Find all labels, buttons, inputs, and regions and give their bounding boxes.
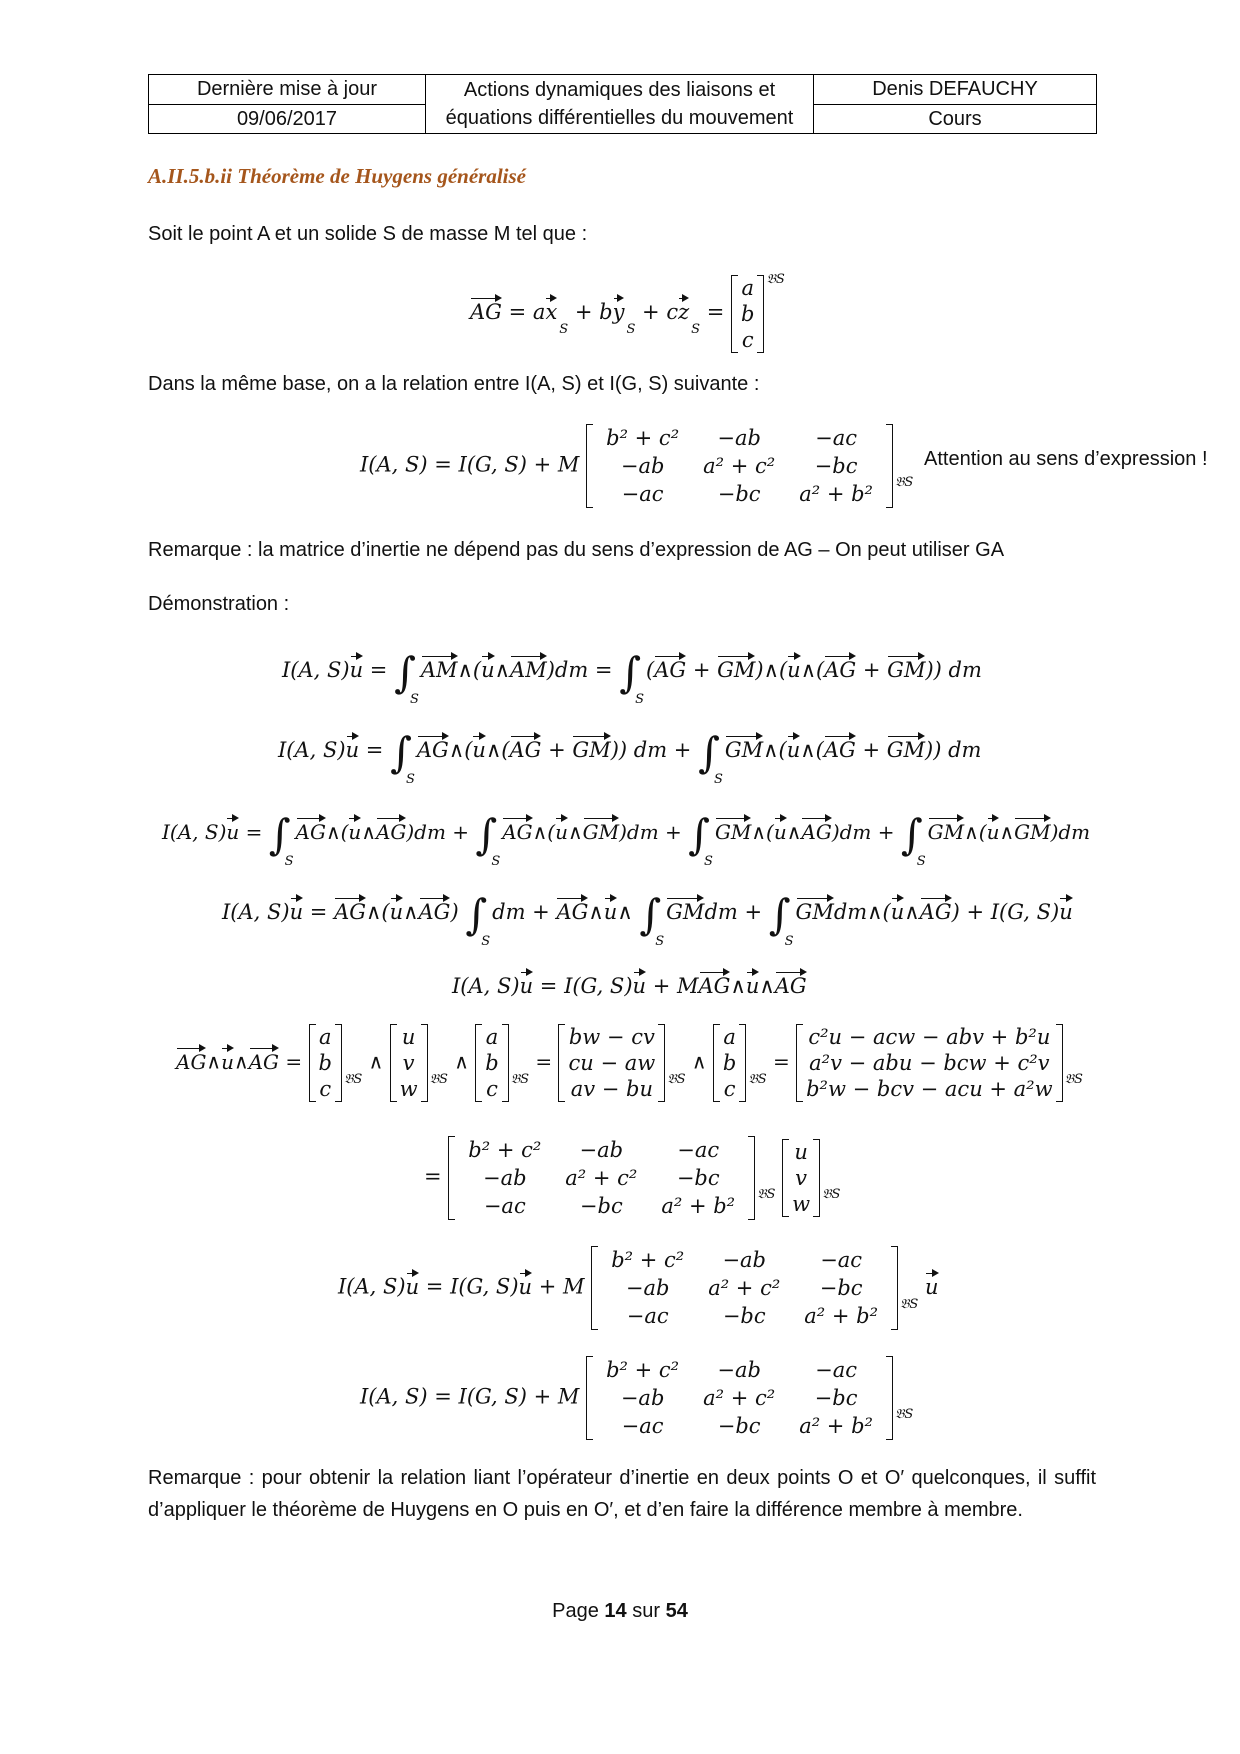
page-total: 54	[665, 1600, 688, 1622]
attention-note: Attention au sens d’expression !	[924, 448, 1208, 470]
demo-line-3: I(A, $S)u = \int_SAG\wedge(u\wedge AG)dm$ + $\int_SAG\wedge(u\wedge GM)dm$ + $\int_SGM\wedge(u\wedge AG)dm$ + $\int_SGM\wedge(u\wedge GM)dm$	[162, 810, 1091, 869]
header-table	[148, 74, 1097, 134]
demo-huygens-final: I(A, S) = I(G, S) + M b² + c² −ab −ac −ab a² + c² −bc −ac −bc a² + b² $_{𝔅S}$	[360, 1358, 914, 1438]
doc-type: Cours	[814, 104, 1097, 134]
demo-matrix-product: = b² + c² −ab −ac −ab a² + c² −bc −ac −bc a² + b² $_{𝔅S}$ u v w $_{𝔅S}$	[424, 1138, 841, 1218]
page-sep: sur	[632, 1600, 661, 1622]
demo-cross-product: AG∧u∧AG = a b c $_{𝔅S}$ ∧ u v w $_{𝔅S}$ ∧ a b c $_{𝔅S}$ = bw − cv cu − aw av − bu $_{𝔅S}$ ∧ a b c $_{𝔅S}$ = c²u − acw − abv + b²u a²v − abu − bcw + c²v b²w − bcv − acu + a²w $_{𝔅S}$	[176, 1025, 1083, 1101]
demo-line-5: I(A, S)u = I(G, S)u + MAG∧u∧AG	[452, 974, 807, 998]
author: Denis DEFAUCHY	[814, 75, 1097, 105]
section-heading: A.II.5.b.ii Théorème de Huygens généralisé	[148, 164, 526, 188]
remark-2: Remarque : pour obtenir la relation liant l’opérateur d’inertie en deux points O et O′ quelconques, il suffit d’appliquer le théorème de Huygens en O puis en O′, et d’en faire la différence membre à membre.	[148, 1467, 1096, 1521]
document-title	[426, 75, 814, 134]
page-prefix: Page	[552, 1600, 599, 1622]
title-line-1: Actions dynamiques des liaisons et	[463, 79, 776, 101]
last-update-label: Dernière mise à jour	[149, 75, 426, 105]
title-line-2: équations différentielles du mouvement	[445, 107, 794, 129]
demo-line-2: I(A, $S)u = \int_SAG\wedge(u\wedge(AG + GM))$ dm + $\int_SGM\wedge(u\wedge(AG + GM))$ dm	[278, 728, 982, 787]
update-date: 09/06/2017	[149, 104, 426, 134]
equation-huygens: I(A, S) = I(G, S) + M b² + c² −ab −ac −ab a² + c² −bc −ac −bc a² + b² $_{𝔅S}$	[360, 426, 914, 506]
remark-1: Remarque : la matrice d’inertie ne dépend pas du sens d’expression de AG – On peut utiliser GA	[148, 539, 1005, 561]
demo-label: Démonstration :	[148, 593, 290, 615]
page-footer	[0, 1600, 1240, 1623]
page-number: 14	[604, 1600, 627, 1622]
demo-line-1: I(A, $S)u = \int_SAM\wedge(u\wedge AM)dm = \int_S(AG$ + GM)∧(u∧(AG + GM)) dm	[282, 648, 982, 707]
base-text: Dans la même base, on a la relation entre I(A, S) et I(G, S) suivante :	[148, 373, 760, 395]
intro-text: Soit le point A et un solide S de masse M tel que :	[148, 223, 588, 245]
equation-ag-vector: AG = $ax_S + by_S + cz_S$ = a b c $^{𝔅S}$	[470, 272, 785, 352]
demo-line-4: I(A, S)u = AG∧(u∧AG) $\int_Sdm$ + AG∧u∧ $\int_SGMdm$ + $\int_SGMdm\wedge(u\wedge AG) + I(G$, S)u	[222, 890, 1073, 949]
demo-huygens-u: I(A, S)u = I(G, S)u + M b² + c² −ab −ac −ab a² + c² −bc −ac −bc a² + b² $_{𝔅S}$ u	[338, 1248, 939, 1328]
